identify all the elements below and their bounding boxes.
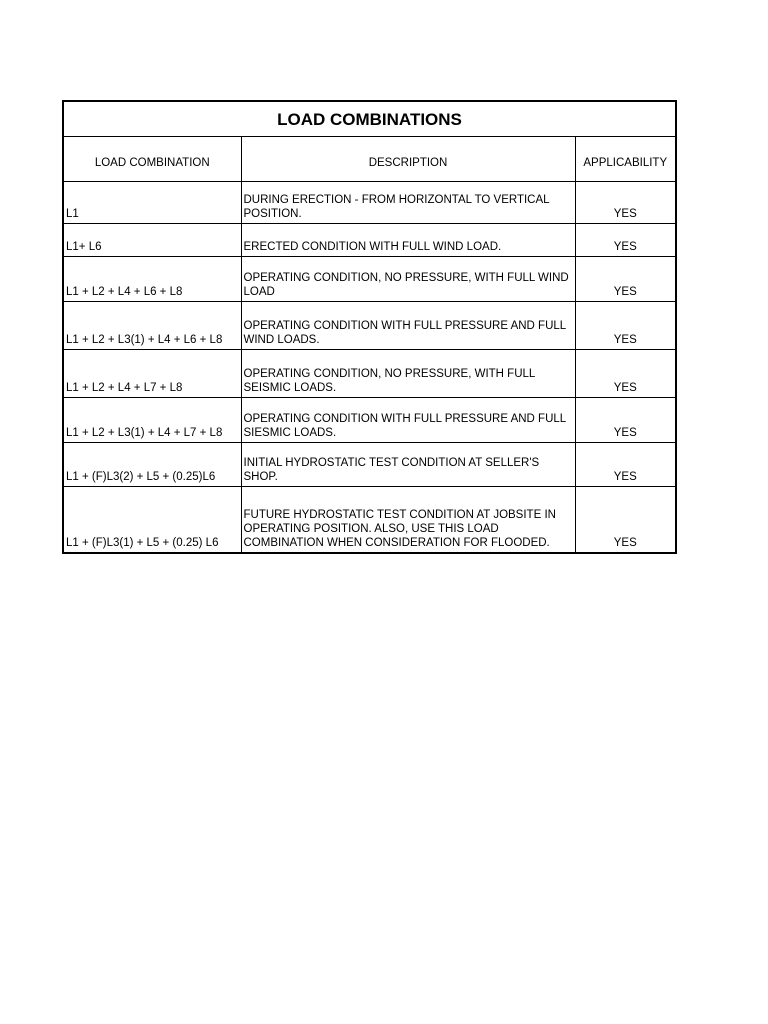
table-row (63, 182, 676, 224)
table-row (63, 257, 676, 302)
header-row (63, 137, 676, 182)
applicability-cell: YES (575, 487, 676, 553)
applicability-cell: YES (575, 182, 676, 224)
combination-cell: L1 + L2 + L4 + L7 + L8 (63, 350, 241, 398)
table-row (63, 302, 676, 350)
description-cell: ERECTED CONDITION WITH FULL WIND LOAD. (241, 224, 575, 257)
description-cell: FUTURE HYDROSTATIC TEST CONDITION AT JOBSITE IN OPERATING POSITION. ALSO, USE THIS LOAD COMBINATION WHEN CONSIDERATION FOR FLOODED. (241, 487, 575, 553)
table-row (63, 487, 676, 553)
load-combinations-sheet (62, 100, 675, 554)
applicability-cell: YES (575, 398, 676, 443)
description-cell: DURING ERECTION - FROM HORIZONTAL TO VERTICAL POSITION. (241, 182, 575, 224)
header-applicability: APPLICABILITY (575, 137, 676, 182)
table-row (63, 224, 676, 257)
applicability-cell: YES (575, 350, 676, 398)
table-row (63, 443, 676, 487)
load-combinations-table (62, 100, 677, 554)
table-row (63, 398, 676, 443)
table-row (63, 350, 676, 398)
combination-cell: L1+ L6 (63, 224, 241, 257)
table-title: LOAD COMBINATIONS (63, 101, 676, 137)
applicability-cell: YES (575, 443, 676, 487)
applicability-cell: YES (575, 224, 676, 257)
combination-cell: L1 + L2 + L3(1) + L4 + L6 + L8 (63, 302, 241, 350)
description-cell: INITIAL HYDROSTATIC TEST CONDITION AT SELLER'S SHOP. (241, 443, 575, 487)
description-cell: OPERATING CONDITION, NO PRESSURE, WITH FULL WIND LOAD (241, 257, 575, 302)
title-row (63, 101, 676, 137)
applicability-cell: YES (575, 302, 676, 350)
header-description: DESCRIPTION (241, 137, 575, 182)
applicability-cell: YES (575, 257, 676, 302)
combination-cell: L1 (63, 182, 241, 224)
description-cell: OPERATING CONDITION WITH FULL PRESSURE AND FULL WIND LOADS. (241, 302, 575, 350)
header-load-combination: LOAD COMBINATION (63, 137, 241, 182)
combination-cell: L1 + L2 + L4 + L6 + L8 (63, 257, 241, 302)
combination-cell: L1 + (F)L3(1) + L5 + (0.25) L6 (63, 487, 241, 553)
combination-cell: L1 + L2 + L3(1) + L4 + L7 + L8 (63, 398, 241, 443)
description-cell: OPERATING CONDITION, NO PRESSURE, WITH FULL SEISMIC LOADS. (241, 350, 575, 398)
combination-cell: L1 + (F)L3(2) + L5 + (0.25)L6 (63, 443, 241, 487)
description-cell: OPERATING CONDITION WITH FULL PRESSURE AND FULL SIESMIC LOADS. (241, 398, 575, 443)
